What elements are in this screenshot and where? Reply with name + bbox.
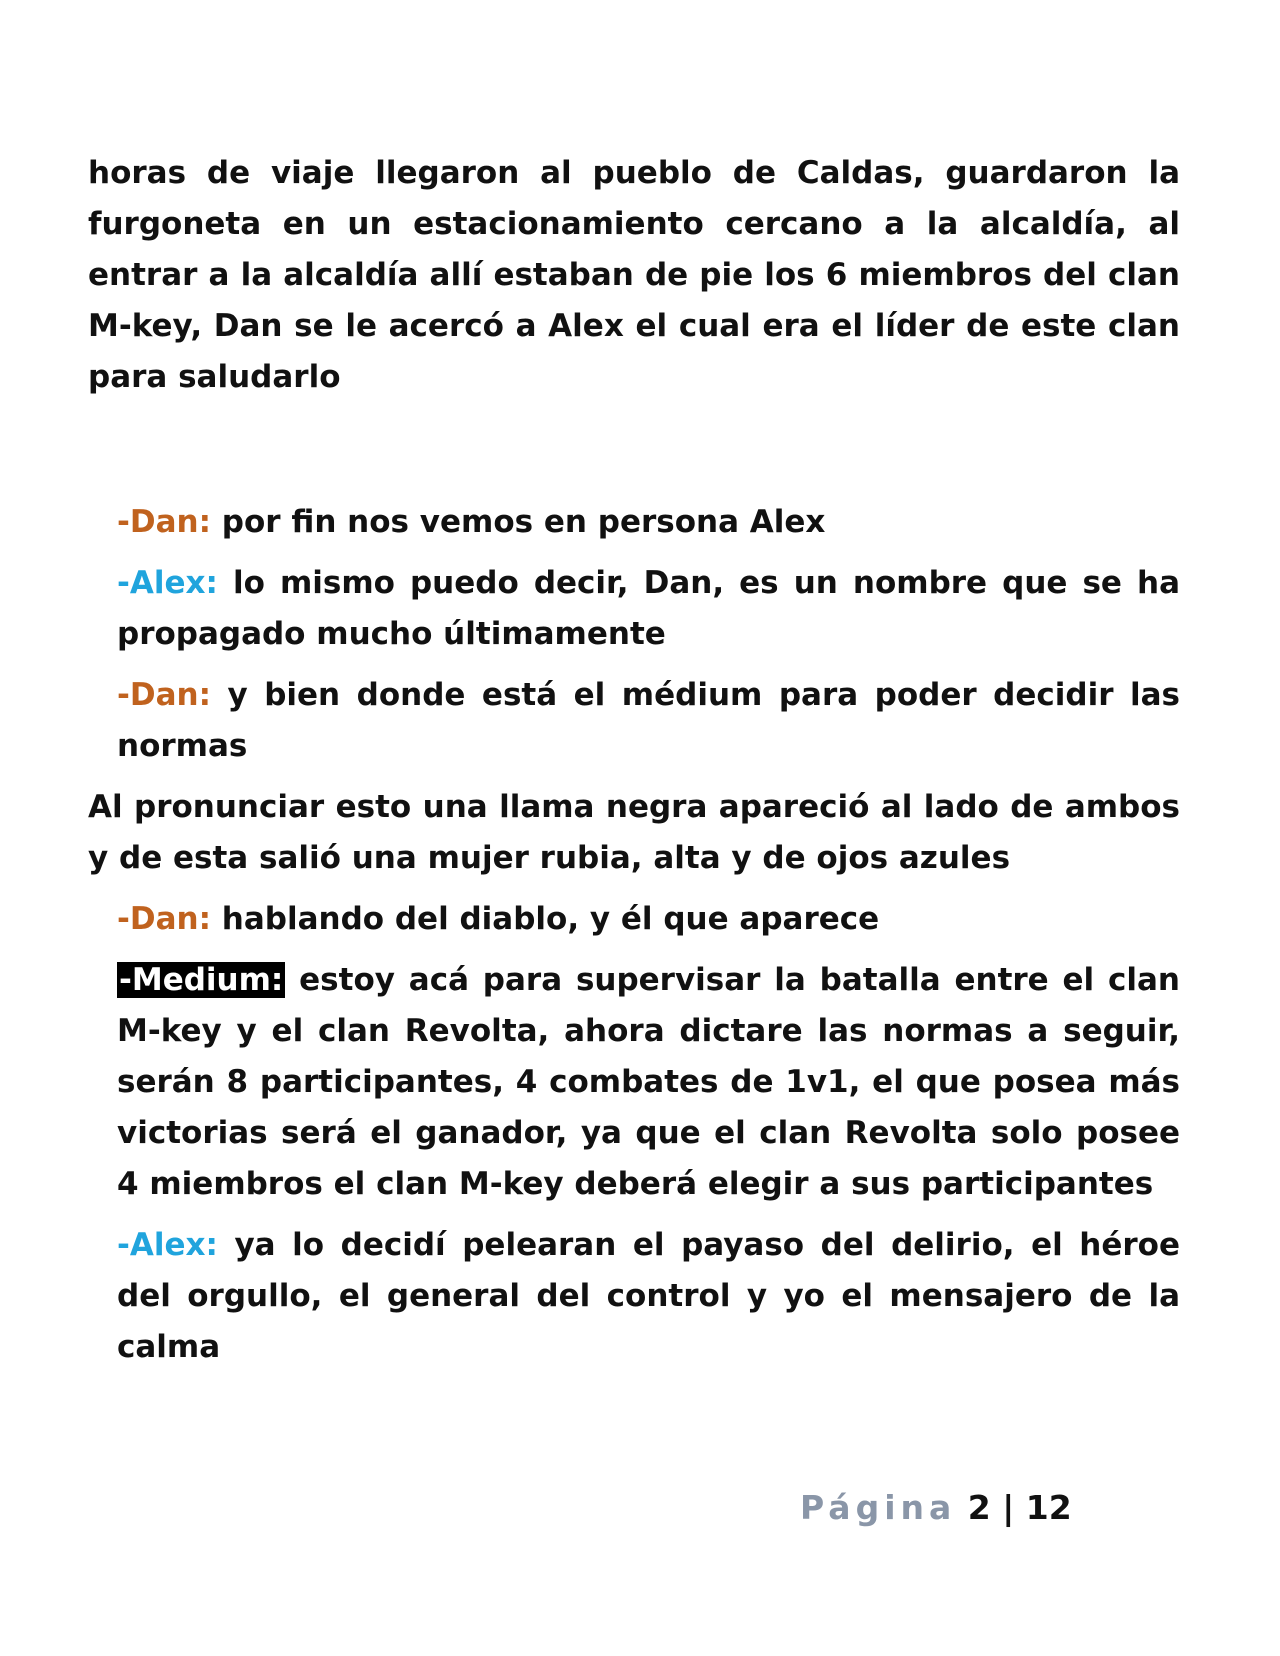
speaker-label-alex: -Alex: (117, 1227, 218, 1263)
dialogue-line-alex (117, 558, 1180, 660)
speaker-label-dan: -Dan: (117, 504, 211, 540)
speaker-label-dan: -Dan: (117, 901, 211, 937)
page-footer (800, 1488, 1072, 1528)
narration-paragraph: Al pronunciar esto una llama negra apareció al lado de ambos y de esta salió una mujer rubia, alta y de ojos azules (88, 789, 1180, 876)
dialogue-text: lo mismo puedo decir, Dan, es un nombre que se ha propagado mucho últimamente (117, 565, 1180, 652)
dialogue-text: por fin nos vemos en persona Alex (210, 504, 826, 540)
dialogue-line-dan (117, 670, 1180, 772)
dialogue-line-dan (117, 497, 1180, 548)
spacer (88, 403, 1180, 487)
page-label: Página (800, 1488, 957, 1527)
dialogue-text: hablando del diablo, y él que aparece (210, 901, 880, 937)
speaker-label-medium: -Medium: (119, 962, 284, 998)
speaker-label-dan: -Dan: (117, 677, 211, 713)
dialogue-line-medium (117, 955, 1180, 1210)
document-body (88, 148, 1180, 1373)
dialogue-text: estoy acá para supervisar la batalla entre el clan M-key y el clan Revolta, ahora dictare las normas a seguir, serán 8 participantes, 4 combates de 1v1, el que posea más victorias será el ganador, ya que el clan Revolta solo posee 4 miembros el clan M-key deberá elegir a sus participantes (117, 962, 1180, 1202)
dialogue-text: y bien donde está el médium para poder decidir las normas (117, 677, 1180, 764)
dialogue-line-alex (117, 1220, 1180, 1373)
speaker-label-alex: -Alex: (117, 565, 218, 601)
dialogue-line-dan (117, 894, 1180, 945)
page-total: 12 (1025, 1488, 1072, 1527)
dialogue-text: ya lo decidí pelearan el payaso del delirio, el héroe del orgullo, el general del control y yo el mensajero de la calma (117, 1227, 1180, 1365)
page-separator: | (1002, 1488, 1015, 1527)
narration-paragraph: horas de viaje llegaron al pueblo de Caldas, guardaron la furgoneta en un estacionamiento cercano a la alcaldía, al entrar a la alcaldía allí estaban de pie los 6 miembros del clan M-key, Dan se le acercó a Alex el cual era el líder de este clan para saludarlo (88, 155, 1180, 395)
page-number: 2 (967, 1488, 991, 1527)
